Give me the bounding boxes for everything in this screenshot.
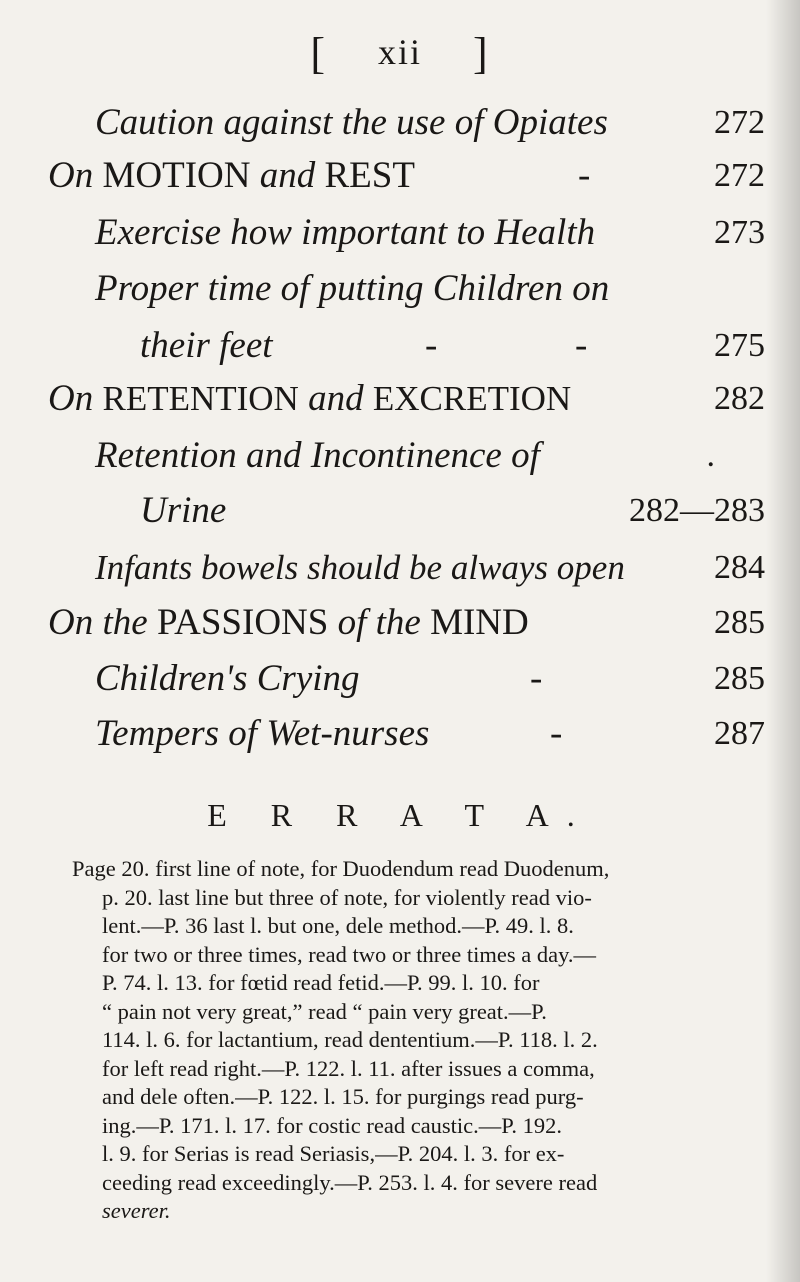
- errata-heading: E R R A T A.: [207, 797, 593, 833]
- toc-entry-page: 282: [714, 380, 765, 417]
- toc-entry-page: 284: [714, 549, 765, 586]
- toc-entry: [95, 430, 715, 482]
- toc-entry: [95, 97, 765, 149]
- errata-line: p. 20. last line but three of note, for violently read vio-: [102, 884, 592, 910]
- toc-entry-page: 272: [714, 104, 765, 141]
- errata-line: “ pain not very great,” read “ pain very great.—P.: [102, 998, 547, 1024]
- errata-line: lent.—P. 36 last l. but one, dele method.—P. 49. l. 8.: [102, 913, 574, 938]
- toc-entry: [48, 597, 765, 649]
- errata-line: Page 20. first line of note, for Duodendum read Duodenum,: [72, 856, 610, 881]
- toc-entry-title: Exercise how important to Health: [95, 212, 596, 253]
- errata-line: 114. l. 6. for lactantium, read dententium.—P. 118. l. 2.: [102, 1027, 598, 1052]
- toc-entry: [48, 150, 765, 202]
- toc-entry-title: On MOTION and REST: [48, 155, 415, 196]
- toc-entry-title: On RETENTION and EXCRETION: [48, 378, 572, 419]
- toc-leader: -: [575, 325, 588, 366]
- toc-entry-title: Caution against the use of Opiates: [95, 102, 608, 143]
- page-edge-shadow: [766, 0, 800, 1282]
- toc-entry-page: 285: [714, 604, 765, 641]
- toc-entry-page: 272: [714, 157, 765, 194]
- page-number: xii: [377, 32, 422, 72]
- toc-entry: [140, 320, 765, 372]
- toc-entry: [95, 207, 765, 259]
- toc-leader: -: [425, 325, 438, 366]
- toc-entry-title: Tempers of Wet-nurses: [95, 713, 430, 754]
- toc-leader: -: [530, 658, 543, 699]
- toc-entry-title: their feet: [140, 325, 273, 366]
- toc-entry-page: 285: [714, 660, 765, 697]
- toc-entry-title: Infants bowels should be always open: [95, 548, 625, 587]
- toc-entry: [95, 263, 765, 315]
- bracket-right: ]: [473, 29, 490, 78]
- errata-text: [72, 855, 762, 1226]
- toc-entry-title: Children's Crying: [95, 658, 360, 699]
- toc-entry-page: 273: [714, 214, 765, 251]
- toc-entry: [140, 485, 765, 537]
- toc-entry: [48, 373, 765, 425]
- toc-entry: [95, 542, 765, 594]
- errata-line: for left read right.—P. 122. l. 11. after issues a comma,: [102, 1055, 595, 1081]
- errata-line: for two or three times, read two or three times a day.—: [102, 941, 597, 967]
- toc-entry-title: Retention and Incontinence of: [95, 435, 540, 476]
- errata-line: ceeding read exceedingly.—P. 253. l. 4. for severe read: [102, 1169, 598, 1195]
- toc-entry-page: 287: [714, 715, 765, 752]
- toc-entry-page: 275: [714, 327, 765, 364]
- toc-entry-title: Urine: [140, 490, 227, 531]
- errata-line: ing.—P. 171. l. 17. for costic read caustic.—P. 192.: [102, 1112, 562, 1138]
- toc-entry: [95, 708, 765, 760]
- toc-entry-title: Proper time of putting Children on: [95, 268, 610, 309]
- toc-leader: -: [550, 713, 563, 754]
- errata-line: P. 74. l. 13. for fœtid read fetid.—P. 99. l. 10. for: [102, 970, 540, 995]
- toc-entry-page: 282—283: [629, 492, 765, 529]
- toc-leader: -: [578, 155, 591, 196]
- errata-line: severer.: [102, 1198, 171, 1223]
- errata-line: l. 9. for Serias is read Seriasis,—P. 204. l. 3. for ex-: [102, 1141, 565, 1166]
- toc-entry-mark: .: [706, 437, 715, 474]
- errata-line: and dele often.—P. 122. l. 15. for purgings read purg-: [102, 1084, 584, 1109]
- toc-entry: [95, 653, 765, 705]
- toc-entry-title: On the PASSIONS of the MIND: [48, 602, 529, 643]
- bracket-left: [: [310, 29, 327, 78]
- page-header: [0, 28, 800, 79]
